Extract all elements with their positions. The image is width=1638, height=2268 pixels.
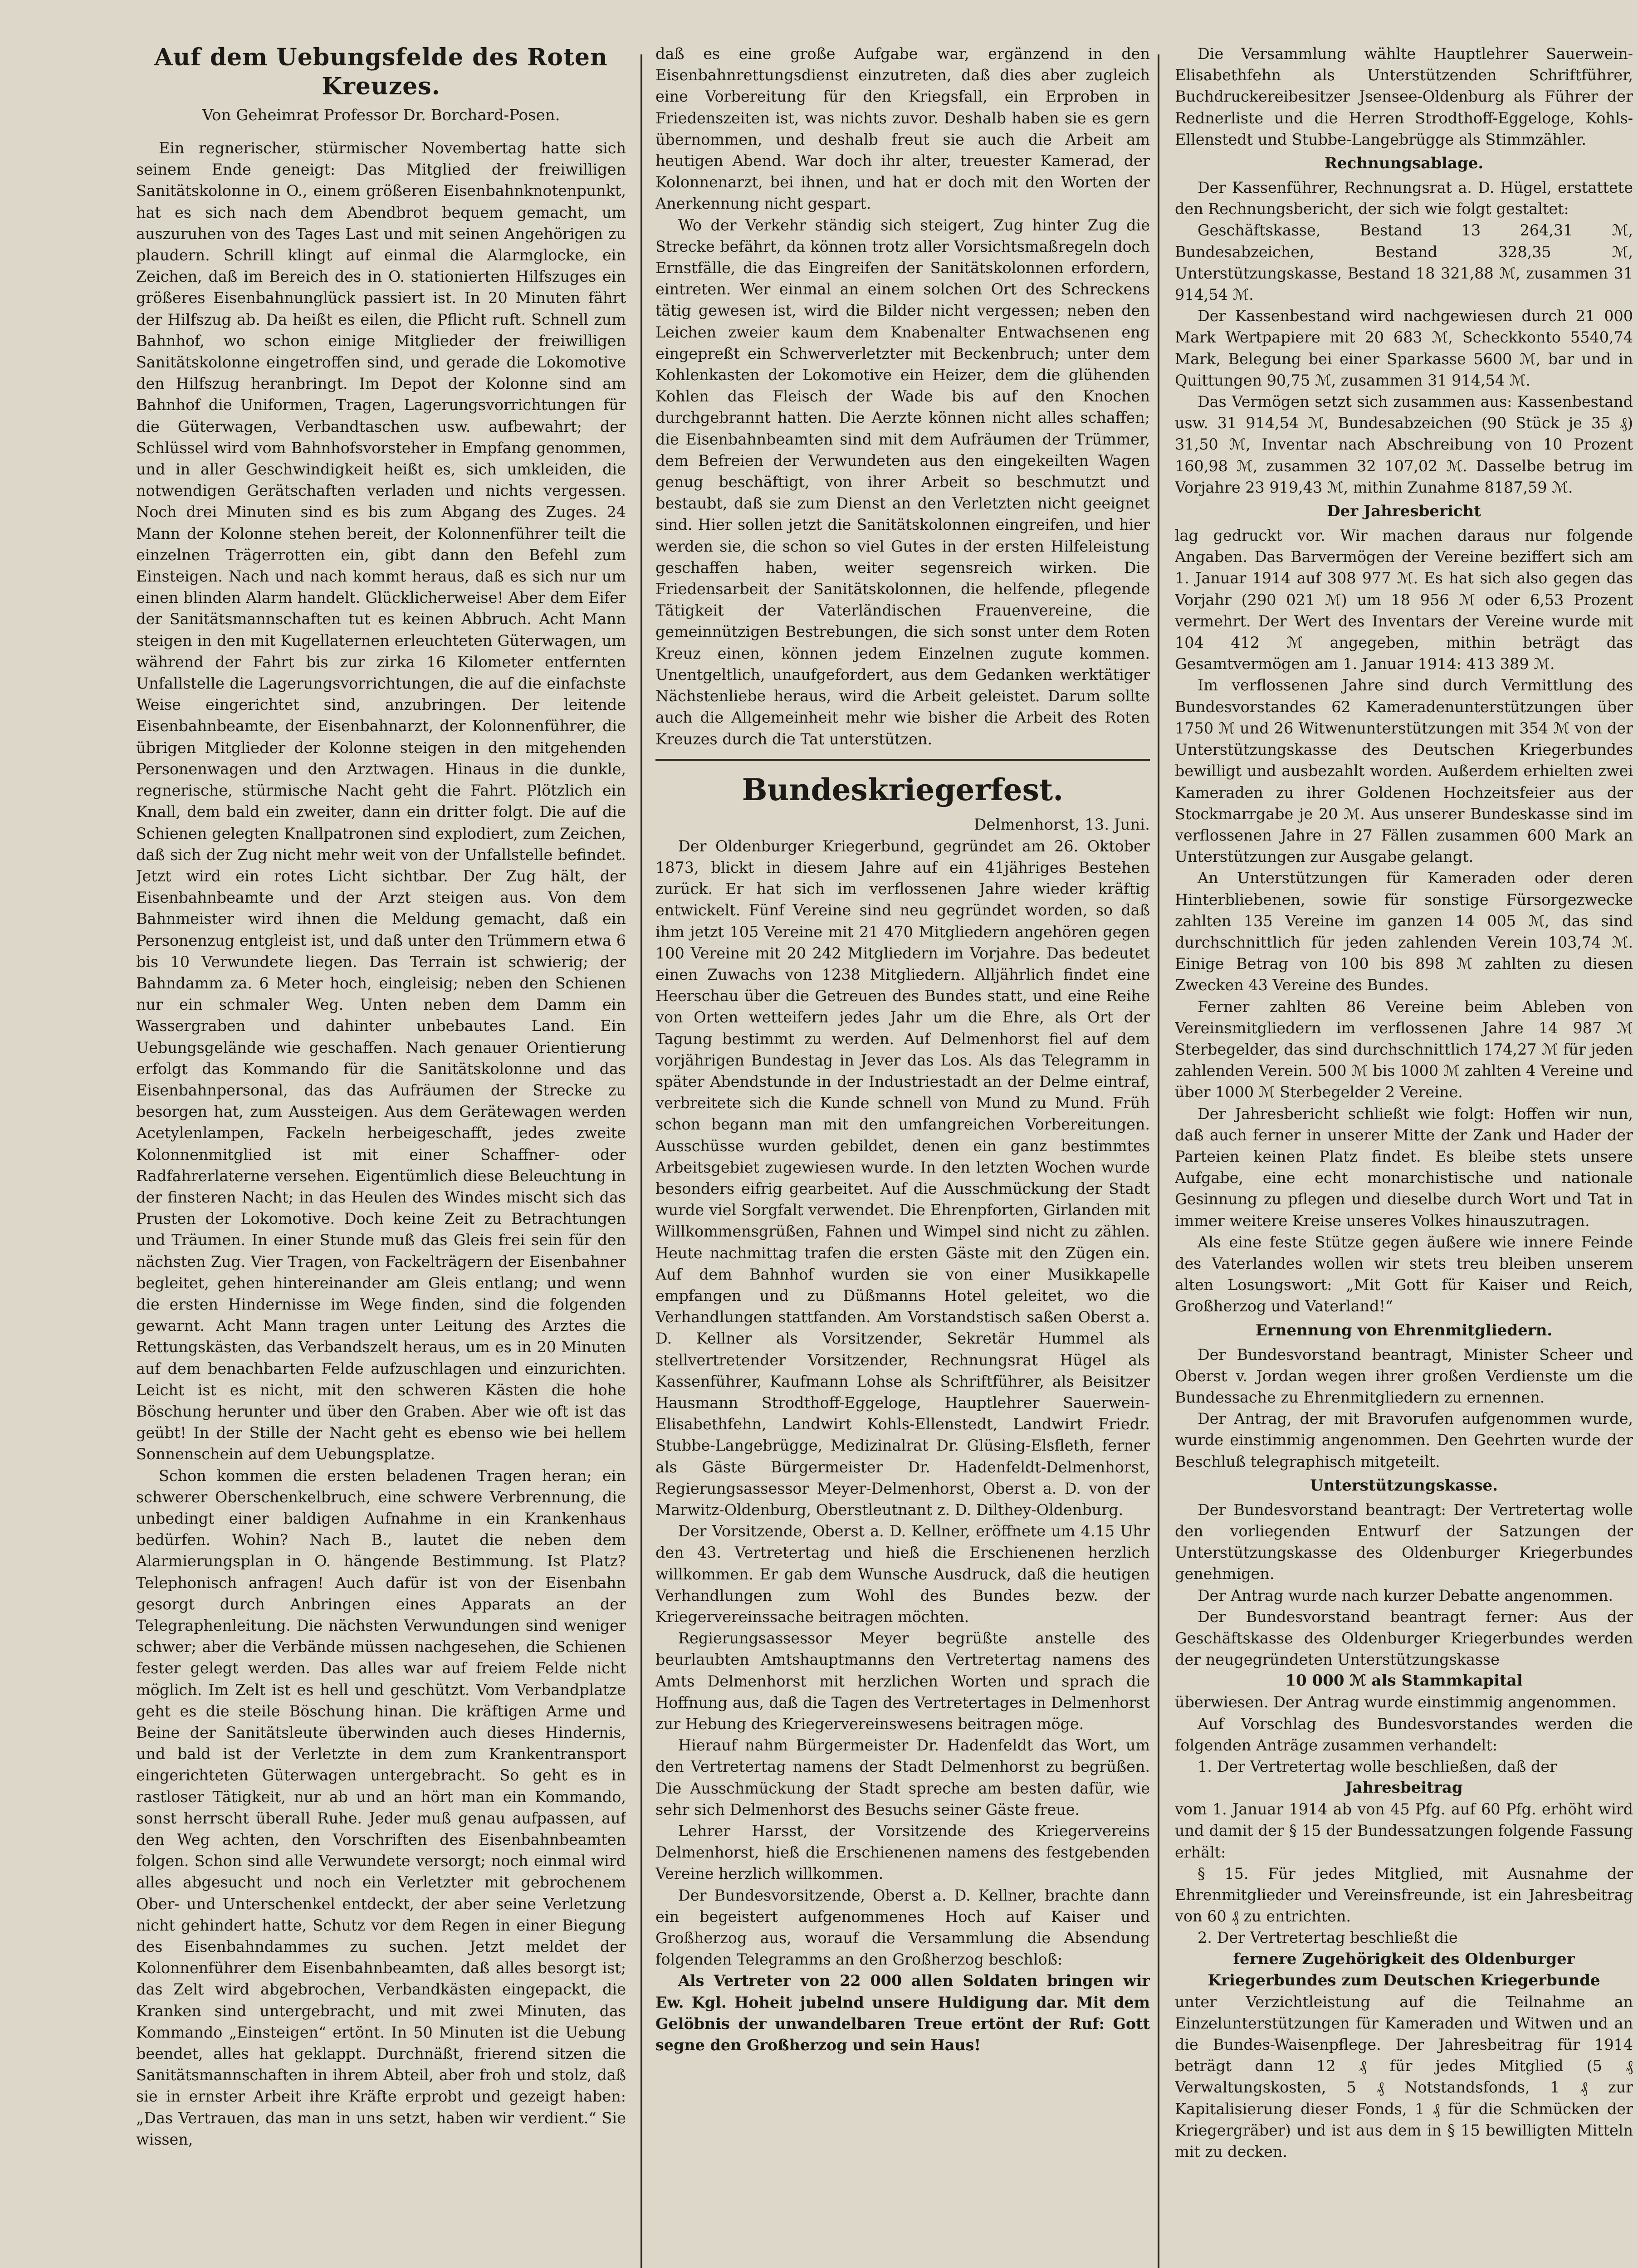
column-1 [136,43,626,2268]
paragraph: Ferner zahlten 86 Vereine beim Ableben von Vereinsmitgliedern im verflossenen Jahre 14 987 ℳ Sterbegelder, das sind durchschnittlich 174,27 ℳ für jeden zahlenden Verein. 500 ℳ bis 1000 ℳ zahlten 4 Vereine und über 1000 ℳ Sterbegelder 2 Vereine. [1175,997,1633,1101]
article-byline: Von Geheimrat Professor Dr. Borchard-Posen. [202,106,560,124]
paragraph: Wo der Verkehr ständig sich steigert, Zug hinter Zug die Strecke befährt, da können trotz aller Vorsichtsmaßregeln doch Ernstfälle, die das Eingreifen der Sanitätskolonnen erfordern, eintreten. Wer einmal an einem solchen Ort des Schreckens tätig gewesen ist, wird die Bilder nicht vergessen; neben den Leichen zweier kaum dem Knabenalter Entwachsenen eng eingepreßt ein Schwerverletzter mit Beckenbruch; unter dem Kohlenkasten der Lokomotive ein Heizer, dem die glühenden Kohlen das Fleisch der Wade bis auf den Knochen durchgebrannt hatten. Die Aerzte können nicht alles schaffen; die Eisenbahnbeamten sind mit dem Aufräumen der Trümmer, dem Befreien der Verwundeten aus den eingekeilten Wagen genug beschäftigt, von ihrer Arbeit so beschmutzt und bestaubt, daß sie zum Dienst an den Verletzten nicht geeignet sind. Hier sollen jetzt die Sanitätskolonnen eingreifen, und hier werden sie, die schon so viel Gutes in der ersten Hilfeleistung geschaffen haben, weiter segensreich wirken. Die Friedensarbeit der Sanitätskolonnen, die helfende, pflegende Tätigkeit der Vaterländischen Frauenvereine, die gemeinnützigen Bestrebungen, die sich sonst unter dem Roten Kreuz einen, können jedem Einzelnen zugute kommen. Unentgeltlich, unaufgefordert, aus dem Gedanken werktätiger Nächstenliebe heraus, wird die Arbeit geleistet. Darum sollte auch die Allgemeinheit mehr wie bisher die Arbeit des Roten Kreuzes durch die Tat unterstützen. [655,216,1150,748]
section-heading: Ernennung von Ehrenmitgliedern. [1255,1321,1553,1339]
paragraph: An Unterstützungen für Kameraden oder deren Hinterbliebenen, sowie für sonstige Fürsorgezwecke zahlten 135 Vereine im ganzen 14 005 ℳ, das sind durchschnittlich für jeden zahlenden Verein 103,74 ℳ. Einige Betrag von 100 bis 898 ℳ zahlten zu diesen Zwecken 43 Vereine des Bundes. [1175,869,1633,994]
telegram-quote: Als Vertreter von 22 000 allen Soldaten bringen wir Ew. Kgl. Hoheit jubelnd unsere Huldigung dar. Mit dem Gelöbnis der unwandelbaren Treue ertönt der Ruf: Gott segne den Großherzog und sein Haus! [655,1972,1150,2054]
paragraph: Hierauf nahm Bürgermeister Dr. Hadenfeldt das Wort, um den Vertretertag namens der Stadt Delmenhorst zu begrüßen. Die Ausschmückung der Stadt spreche am besten dafür, wie sehr sich Delmenhorst des Besuchs seiner Gäste freue. [655,1736,1150,1818]
paragraph: Der Bundesvorstand beantragt ferner: Aus der Geschäftskasse des Oldenburger Kriegerbundes werden der neugegründeten Unterstützungskasse [1175,1608,1633,1669]
article-separator [655,759,1150,761]
column-2 [655,43,1150,2268]
paragraph: Der Vorsitzende, Oberst a. D. Kellner, eröffnete um 4.15 Uhr den 43. Vertretertag und hieß die Erschienenen herzlich willkommen. Er gab dem Wunsche Ausdruck, daß die heutigen Verhandlungen zum Wohl des Bundes bezw. der Kriegervereinssache beitragen möchten. [655,1522,1150,1626]
paragraph: Der Bundesvorstand beantragt: Der Vertretertag wolle den vorliegenden Entwurf der Satzungen der Unterstützungskasse des Oldenburger Kriegerbundes genehmigen. [1175,1501,1633,1583]
paragraph: Der Bundesvorsitzende, Oberst a. D. Kellner, brachte dann ein begeistert aufgenommenes Hoch auf Kaiser und Großherzog aus, worauf die Versammlung die Absendung folgenden Telegramms an den Großherzog beschloß: [655,1886,1150,1969]
paragraph: Schon kommen die ersten beladenen Tragen heran; ein schwerer Oberschenkelbruch, eine schwere Verbrennung, die unbedingt einer baldigen Aufnahme in ein Krankenhaus bedürfen. Wohin? Nach B., lautet die neben dem Alarmierungsplan in O. hängende Bestimmung. Ist Platz? Telephonisch anfragen! Auch dafür ist von der Eisenbahn gesorgt durch Anbringen eines Apparats an der Telegraphenleitung. Die nächsten Verwundungen sind weniger schwer; aber die Verbände müssen nachgesehen, die Schienen fester gelegt werden. Das alles war auf freiem Felde nicht möglich. Im Zelt ist es hell und geschützt. Vom Verbandplatze geht es die steile Böschung hinan. Die kräftigen Arme und Beine der Sanitätsleute überwinden auch dieses Hindernis, und bald ist der Verletzte in dem zum Krankentransport eingerichteten Güterwagen untergebracht. So geht es in rastloser Tätigkeit, nur ab und an hört man ein Kommando, sonst herrscht überall Ruhe. Jeder muß genau aufpassen, auf den Weg achten, den Vorschriften des Eisenbahnbeamten folgen. Schon sind alle Verwundete versorgt; noch einmal wird alles abgesucht und noch ein Verletzter mit gebrochenem Ober- und Unterschenkel entdeckt, der aber seine Verletzung nicht gehindert hatte, Schutz vor dem Regen in einer Biegung des Eisenbahndammes zu suchen. Jetzt meldet der Kolonnenführer dem Eisenbahnbeamten, daß alles besorgt ist; das Zelt wird abgebrochen, Verbandkästen eingepackt, die Kranken sind untergebracht, und mit zwei Minuten, das Kommando „Einsteigen“ ertönt. In 50 Minuten ist die Uebung beendet, alles hat geklappt. Durchnäßt, frierend sitzen die Sanitätsmannschaften in ihrem Abteil, aber froh und stolz, daß sie in ernster Arbeit ihre Kräfte erprobt und gezeigt haben: „Das Vertrauen, das man in uns setzt, haben wir verdient.“ Sie wissen, [136,1466,626,2148]
paragraph: Als eine feste Stütze gegen äußere wie innere Feinde des Vaterlandes wollen wir stets treu bleiben unserem alten Losungswort: „Mit Gott für Kaiser und Reich, Großherzog und Vaterland!“ [1175,1233,1633,1315]
emphasis-line: fernere Zugehörigkeit des Oldenburger Kriegerbundes zum Deutschen Kriegerbunde [1208,1950,1600,1989]
emphasis-line: 10 000 ℳ als Stammkapital [1285,1672,1523,1690]
paragraph: vom 1. Januar 1914 ab von 45 Pfg. auf 60 Pfg. erhöht wird und damit der § 15 der Bundessatzungen folgende Fassung erhält: [1175,1800,1633,1861]
paragraph: Der Bundesvorstand beantragt, Minister Scheer und Oberst v. Jordan wegen ihrer großen Verdienste um die Bundessache zu Ehrenmitgliedern zu ernennen. [1175,1345,1633,1406]
paragraph: Der Oldenburger Kriegerbund, gegründet am 26. Oktober 1873, blickt in diesem Jahre auf ein 41jähriges Bestehen zurück. Er hat sich im verflossenen Jahre wieder kräftig entwickelt. Fünf Vereine sind neu gegründet worden, so daß ihm jetzt 105 Vereine mit 21 470 Mitgliedern angehören gegen 100 Vereine mit 20 242 Mitgliedern im Vorjahre. Das bedeutet einen Zuwachs von 1238 Mitgliedern. Alljährlich findet eine Heerschau über die Getreuen des Bundes statt, und eine Reihe von Orten wetteifern jedes Jahr um die Ehre, als Ort der Tagung bestimmt zu werden. Auf Delmenhorst fiel auf dem vorjährigen Bundestag in Jever das Los. Als das Telegramm in später Abendstunde in der Industriestadt an der Delme eintraf, verbreitete sich die Kunde schnell von Mund zu Mund. Früh schon begann man mit den umfangreichen Vorbereitungen. Ausschüsse wurden gebildet, denen ein ganz bestimmtes Arbeitsgebiet zugewiesen wurde. In den letzten Wochen wurde besonders eifrig gearbeitet. Auf die Ausschmückung der Stadt wurde viel Sorgfalt verwendet. Die Ehrenpforten, Girlanden mit Willkommensgrüßen, Fahnen und Wimpel sind nicht zu zählen. Heute nachmittag trafen die ersten Gäste mit den Zügen ein. Auf dem Bahnhof wurden sie von einer Musikkapelle empfangen und zu Düßmanns Hotel geleitet, wo die Verhandlungen stattfanden. Am Vorstandstisch saßen Oberst a. D. Kellner als Vorsitzender, Sekretär Hummel als stellvertretender Vorsitzender, Rechnungsrat Hügel als Kassenführer, Kaufmann Lohse als Schriftführer, als Beisitzer Hausmann Strodthoff-Eggeloge, Hauptlehrer Sauerwein-Elisabethfehn, Landwirt Kohls-Ellenstedt, Landwirt Friedr. Stubbe-Langebrügge, Medizinalrat Dr. Glüsing-Elsfleth, ferner als Gäste Bürgermeister Dr. Hadenfeldt-Delmenhorst, Regierungsassessor Meyer-Delmenhorst, Oberst a. D. von der Marwitz-Oldenburg, Oberstleutnant z. D. Dilthey-Oldenburg. [655,837,1150,1519]
section-heading: Unterstützungskasse. [1310,1476,1498,1495]
paragraph: Das Vermögen setzt sich zusammen aus: Kassenbestand usw. 31 914,54 ℳ, Bundesabzeichen (90 Stück je 35 ₰) 31,50 ℳ, Inventar nach Abschreibung von 10 Prozent 160,98 ℳ, zusammen 32 107,02 ℳ. Dasselbe betrug im Vorjahre 23 919,43 ℳ, mithin Zunahme 8187,59 ℳ. [1175,393,1633,496]
paragraph: Der Jahresbericht schließt wie folgt: Hoffen wir nun, daß auch ferner in unserer Mitte der Zank und Hader der Parteien keinen Platz findet. Es bleibe stets unsere Aufgabe, eine echt monarchistische und nationale Gesinnung zu pflegen und dieselbe durch Wort und Tat in immer weitere Kreise unseres Volkes hinauszutragen. [1175,1105,1633,1230]
paragraph: 2. Der Vertretertag beschließt die [1198,1929,1458,1947]
paragraph: Ein regnerischer, stürmischer Novembertag hatte sich seinem Ende geneigt: Das Mitglied der freiwilligen Sanitätskolonne in O., einem größeren Eisenbahnknotenpunkt, hat es sich nach dem Abendbrot bequem gemacht, um auszuruhen von des Tages Last und mit seinen Angehörigen zu plaudern. Schrill klingt auf einmal die Alarmglocke, ein Zeichen, daß im Bereich des in O. stationierten Hilfszuges ein größeres Eisenbahnunglück passiert ist. In 20 Minuten fährt der Hilfszug ab. Da heißt es eilen, die Pflicht ruft. Schnell zum Bahnhof, wo schon einige Mitglieder der freiwilligen Sanitätskolonne eingetroffen sind, und gerade die Lokomotive den Hilfszug heranbringt. Im Depot der Kolonne sind am Bahnhof die Uniformen, Tragen, Lagerungsvorrichtungen für die Güterwagen, Verbandtaschen usw. aufbewahrt; der Schlüssel wird vom Bahnhofsvorsteher in Empfang genommen, und in aller Geschwindigkeit heißt es, sich umkleiden, die notwendigen Gerätschaften verladen und nichts vergessen. Noch drei Minuten sind es bis zum Abgang des Zuges. 24 Mann der Kolonne stehen bereit, der Kolonnenführer teilt die einzelnen Trägerrotten ein, gibt dann den Befehl zum Einsteigen. Nach und nach kommt heraus, daß es sich nur um einen blinden Alarm handelt. Glücklicherweise! Aber dem Eifer der Sanitätsmannschaften tut es keinen Abbruch. Acht Mann steigen in den mit Kugellaternen erleuchteten Güterwagen, um während der Fahrt bis zur zirka 16 Kilometer entfernten Unfallstelle die Lagerungsvorrichtungen, die auf die einfachste Weise eingerichtet sind, anzubringen. Der leitende Eisenbahnbeamte, der Eisenbahnarzt, der Kolonnenführer, die übrigen Mitglieder der Kolonne steigen in den mitgehenden Personenwagen und den Arztwagen. Hinaus in die dunkle, regnerische, stürmische Nacht geht die Fahrt. Plötzlich ein Knall, dem bald ein zweiter, dann ein dritter folgt. Die auf die Schienen gelegten Knallpatronen sind explodiert, zum Zeichen, daß sich der Zug nicht mehr weit von der Unfallstelle befindet. Jetzt wird ein rotes Licht sichtbar. Der Zug hält, der Eisenbahnbeamte und der Arzt steigen aus. Von dem Bahnmeister wird ihnen die Meldung gemacht, daß ein Personenzug entgleist ist, und daß unter den Trümmern etwa 6 bis 10 Verwundete liegen. Das Terrain ist schwierig; der Bahndamm za. 6 Meter hoch, eingleisig; neben den Schienen nur ein schmaler Weg. Unten neben dem Damm ein Wassergraben und dahinter unbebautes Land. Ein Uebungsgelände wie geschaffen. Nach genauer Orientierung erfolgt das Kommando für die Sanitätskolonne und das Eisenbahnpersonal, das das Aufräumen der Strecke zu besorgen hat, zum Aussteigen. Aus dem Gerätewagen werden Acetylenlampen, Fackeln herbeigeschafft, jedes zweite Kolonnenmitglied ist mit einer Schaffner- oder Radfahrerlaterne versehen. Eigentümlich diese Beleuchtung in der finsteren Nacht; in das Heulen des Windes mischt sich das Prusten der Lokomotive. Doch keine Zeit zu Betrachtungen und Träumen. In einer Stunde muß das Gleis frei sein für den nächsten Zug. Vier Tragen, von Fackelträgern der Eisenbahner begleitet, gehen hintereinander am Gleis entlang; und wenn die ersten Hindernisse im Wege finden, sind die folgenden gewarnt. Acht Mann tragen unter Leitung des Arztes die Rettungskästen, das Verbandszelt heraus, um es in 20 Minuten auf dem benachbarten Felde aufzuschlagen und einzurichten. Leicht ist es nicht, mit den schweren Kästen die hohe Böschung herunter und über den Graben. Aber wie oft ist das geübt! In der Stille der Nacht geht es ebenso wie bei hellem Sonnenschein auf dem Uebungsplatze. [136,139,626,1463]
paragraph: Im verflossenen Jahre sind durch Vermittlung des Bundesvorstandes 62 Kameradenunterstützungen über 1750 ℳ und 26 Witwenunterstützungen mit 354 ℳ von der Unterstützungskasse des Deutschen Kriegerbundes bewilligt und ausbezahlt worden. Außerdem erhielten zwei Kameraden zu ihrer Goldenen Hochzeitsfeier aus der Stockmarrgabe je 20 ℳ. Aus unserer Bundeskasse sind im verflossenen Jahre in 27 Fällen zusammen 600 Mark an Unterstützungen zur Ausgabe gelangt. [1175,676,1633,866]
paragraph: Regierungsassessor Meyer begrüßte anstelle des beurlaubten Amtshauptmanns den Vertretertag namens des Amts Delmenhorst mit herzlichen Worten und sprach die Hoffnung aus, daß die Tagen des Vertretertages in Delmenhorst zur Hebung des Kriegervereinswesens beitragen möge. [655,1629,1150,1733]
paragraph: Geschäftskasse, Bestand 13 264,31 ℳ, Bundesabzeichen, Bestand 328,35 ℳ, Unterstützungskasse, Bestand 18 321,88 ℳ, zusammen 31 914,54 ℳ. [1175,221,1633,304]
paragraph: Der Kassenführer, Rechnungsrat a. D. Hügel, erstattete den Rechnungsbericht, der sich wie folgt gestaltet: [1175,179,1633,218]
paragraph: § 15. Für jedes Mitglied, mit Ausnahme der Ehrenmitglieder und Vereinsfreunde, ist ein Jahresbeitrag von 60 ₰ zu entrichten. [1175,1864,1633,1926]
paragraph: unter Verzichtleistung auf die Teilnahme an Einzelunterstützungen für Kameraden und Witwen und an die Bundes-Waisenpflege. Der Jahresbeitrag für 1914 beträgt dann 12 ₰ für jedes Mitglied (5 ₰ Verwaltungskosten, 5 ₰ Notstandsfonds, 1 ₰ zur Kapitalisierung dieser Fonds, 1 ₰ für die Schmücken der Kriegergräber) und ist aus dem in § 15 bewilligten Mitteln mit zu decken. [1175,1993,1633,2161]
column-rule-left [641,54,642,2268]
paragraph: Die Versammlung wählte Hauptlehrer Sauerwein-Elisabethfehn als Unterstützenden Schriftführer, Buchdruckereibesitzer Jsensee-Oldenburg als Führer der Rednerliste und die Herren Strodthoff-Eggeloge, Kohls-Ellenstedt und Stubbe-Langebrügge als Stimmzähler. [1175,45,1633,148]
paragraph: überwiesen. Der Antrag wurde einstimmig angenommen. [1175,1693,1617,1711]
paragraph: 1. Der Vertretertag wolle beschließen, daß der [1198,1758,1557,1776]
column-3 [1175,43,1633,2268]
paragraph: lag gedruckt vor. Wir machen daraus nur folgende Angaben. Das Barvermögen der Vereine beziffert sich am 1. Januar 1914 auf 308 977 ℳ. Es hat sich also gegen das Vorjahr (290 021 ℳ) um 18 956 ℳ oder 6,53 Prozent vermehrt. Der Wert des Inventars der Vereine wurde mit 104 412 ℳ angegeben, mithin beträgt das Gesamtvermögen am 1. Januar 1914: 413 389 ℳ. [1175,527,1633,673]
paragraph: Lehrer Harsst, der Vorsitzende des Kriegervereins Delmenhorst, hieß die Erschienenen namens des festgebenden Vereine herzlich willkommen. [655,1822,1150,1883]
paragraph: Auf Vorschlag des Bundesvorstandes werden die folgenden Anträge zusammen verhandelt: [1175,1715,1633,1754]
section-heading: Der Jahresbericht [1327,502,1481,521]
section-heading: Rechnungsablage. [1324,154,1484,173]
dateline: Delmenhorst, 13. Juni. [974,815,1150,834]
emphasis-line: Jahresbeitrag [1345,1779,1463,1797]
article-title: Bundeskriegerfest. [742,772,1064,807]
article-title: Auf dem Uebungsfelde des Roten Kreuzes. [154,44,608,100]
paragraph: Der Antrag wurde nach kurzer Debatte angenommen. [1198,1586,1614,1604]
column-rule-right [1158,54,1159,2268]
paragraph: Der Antrag, der mit Bravorufen aufgenommen wurde, wurde einstimmig angenommen. Den Geehrten wurde der Beschluß telegraphisch mitgeteilt. [1175,1410,1633,1471]
paragraph: Der Kassenbestand wird nachgewiesen durch 21 000 Mark Wertpapiere mit 20 683 ℳ, Scheckkonto 5540,74 Mark, Belegung bei einer Sparkasse 5600 ℳ, bar und in Quittungen 90,75 ℳ, zusammen 31 914,54 ℳ. [1175,307,1633,389]
paragraph: daß es eine große Aufgabe war, ergänzend in den Eisenbahnrettungsdienst einzutreten, daß dies aber zugleich eine Vorbereitung für den Kriegsfall, ein Erproben in Friedenszeiten ist, was nichts zuvor. Deshalb haben sie es gern übernommen, und deshalb freut sie auch die Arbeit am heutigen Abend. War doch ihr alter, treuester Kamerad, der Kolonnenarzt, bei ihnen, und hat er doch mit den Worten der Anerkennung nicht gespart. [655,45,1150,213]
